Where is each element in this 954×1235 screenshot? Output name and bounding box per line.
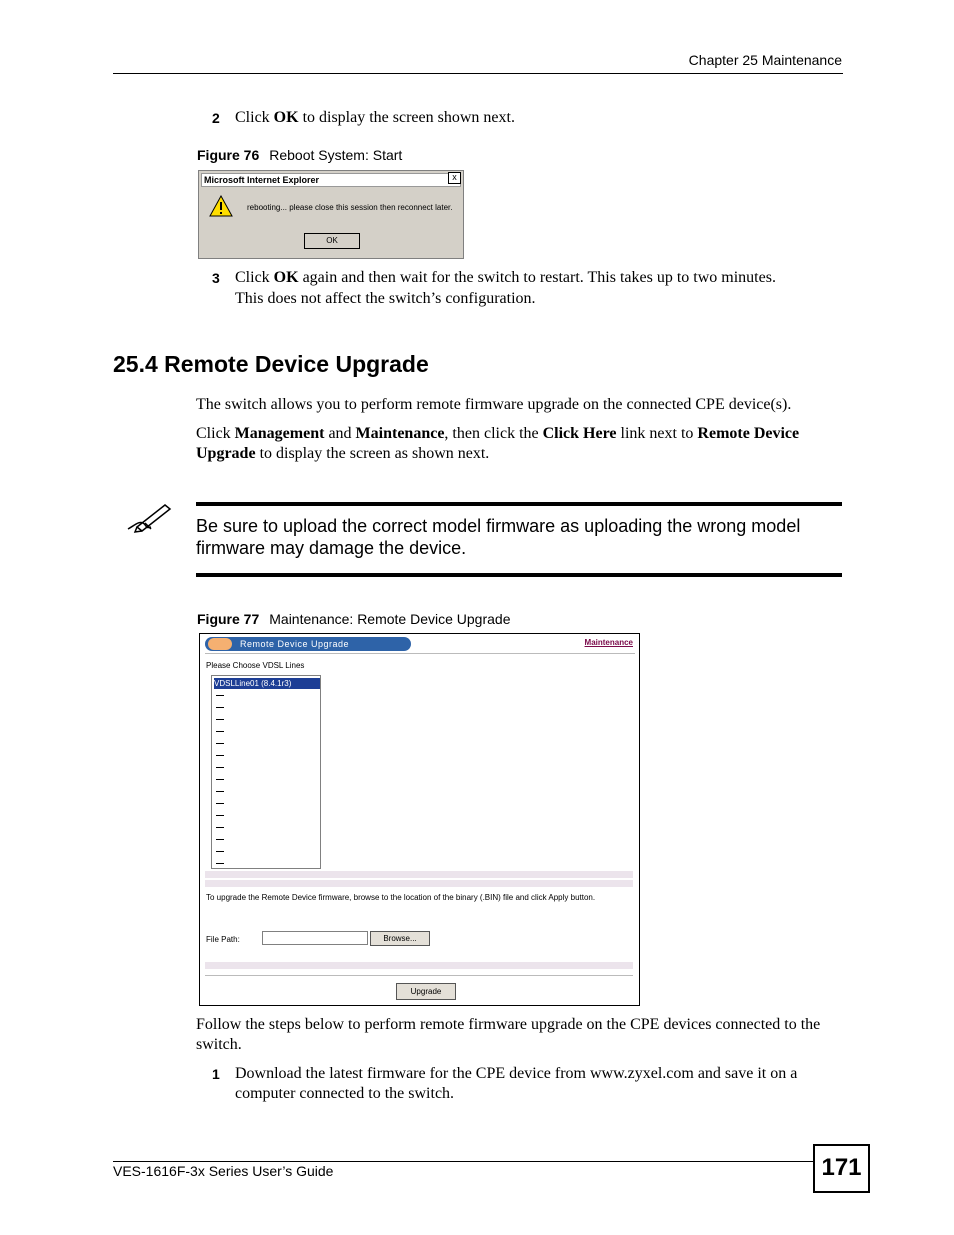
line-option-empty[interactable]: [216, 863, 224, 864]
title-orb-icon: [208, 638, 232, 650]
text-part: and: [324, 425, 356, 442]
step-number: 2: [212, 110, 220, 126]
line-option-empty[interactable]: [216, 803, 224, 804]
step-1: [212, 1064, 842, 1106]
intro-paragraph: The switch allows you to perform remote firmware upgrade on the connected CPE device(s).: [196, 396, 792, 413]
dialog-message: rebooting... please close this session then reconnect later.: [247, 203, 453, 212]
instruction-paragraph: [196, 424, 846, 464]
file-path-label: File Path:: [206, 935, 240, 944]
step-text: [235, 268, 776, 288]
separator-band: [205, 871, 633, 878]
line-option-empty[interactable]: [216, 767, 224, 768]
text-part: to display the screen as shown next.: [255, 445, 490, 462]
step-text: Download the latest firmware for the CPE device from www.zyxel.com and save it on a computer connected to the switch.: [235, 1065, 798, 1102]
vdsl-lines-listbox[interactable]: [211, 675, 321, 869]
section-heading: 25.4 Remote Device Upgrade: [113, 351, 429, 377]
line-option-empty[interactable]: [216, 743, 224, 744]
text-part: , then click the: [444, 425, 543, 442]
step-bold: OK: [273, 109, 299, 126]
text-part: Click: [196, 425, 235, 442]
step-3: [212, 268, 852, 310]
line-option-selected[interactable]: VDSLLine01 (8.4.1r3): [214, 678, 320, 689]
line-option-empty[interactable]: [216, 731, 224, 732]
line-option-empty[interactable]: [216, 707, 224, 708]
page-number: 171: [813, 1144, 870, 1193]
ie-dialog: [198, 170, 464, 259]
figure-label: Figure 76: [197, 147, 260, 163]
browse-button[interactable]: Browse...: [370, 931, 430, 946]
line-option-empty[interactable]: [216, 695, 224, 696]
figure-76-caption: [197, 147, 402, 163]
warning-icon: [209, 195, 233, 217]
line-option-empty[interactable]: [216, 755, 224, 756]
upgrade-button[interactable]: Upgrade: [396, 983, 456, 1000]
step-number: 3: [212, 270, 220, 286]
title-divider: [205, 653, 635, 654]
note-text: Be sure to upload the correct model firmware as uploading the wrong model firmware may damage the device.: [196, 516, 801, 558]
step-bold: OK: [273, 269, 299, 286]
line-option-empty[interactable]: [216, 791, 224, 792]
footer-divider: [205, 975, 633, 976]
close-icon[interactable]: x: [448, 172, 461, 184]
file-path-input[interactable]: [262, 931, 368, 945]
note-top-rule: [196, 502, 842, 506]
chapter-header: Chapter 25 Maintenance: [688, 52, 842, 68]
upgrade-instructions: To upgrade the Remote Device firmware, browse to the location of the binary (.BIN) file and click Apply button.: [206, 893, 596, 902]
note-bottom-rule: [196, 573, 842, 577]
line-option-empty[interactable]: [216, 779, 224, 780]
figure-label: Figure 77: [197, 611, 260, 627]
note-pen-icon: [125, 501, 173, 533]
line-option-empty[interactable]: [216, 851, 224, 852]
maintenance-link[interactable]: Maintenance: [584, 638, 633, 647]
step-text-line2: This does not affect the switch’s configuration.: [235, 290, 536, 307]
link-name: Click Here: [542, 425, 617, 442]
footer-rule: [113, 1161, 813, 1162]
step-text: [235, 108, 515, 128]
line-option-empty[interactable]: [216, 815, 224, 816]
step-text-part: Click: [235, 269, 274, 286]
screen-title: Remote Device Upgrade: [240, 639, 350, 649]
step-text-part: to display the screen shown next.: [298, 109, 515, 126]
step-text-part: Click: [235, 109, 274, 126]
text-part: link next to: [616, 425, 698, 442]
line-option-empty[interactable]: [216, 827, 224, 828]
figure-caption-text: Reboot System: Start: [269, 147, 403, 163]
line-option-empty[interactable]: [216, 839, 224, 840]
line-option-empty[interactable]: [216, 719, 224, 720]
step-text-part: again and then wait for the switch to restart. This takes up to two minutes.: [298, 269, 776, 286]
screen-name: Upgrade: [196, 445, 256, 462]
guide-title: VES-1616F-3x Series User’s Guide: [113, 1163, 334, 1179]
header-rule: [113, 73, 843, 74]
step-number: 1: [212, 1066, 220, 1082]
menu-name: Maintenance: [355, 425, 445, 442]
menu-name: Management: [234, 425, 325, 442]
screen-name: Remote Device: [697, 425, 800, 442]
figure-77-caption: [197, 611, 511, 627]
dialog-title: Microsoft Internet Explorer: [201, 173, 461, 187]
figure-caption-text: Maintenance: Remote Device Upgrade: [269, 611, 511, 627]
choose-lines-label: Please Choose VDSL Lines: [206, 661, 305, 670]
separator-band: [205, 880, 633, 887]
separator-band: [205, 962, 633, 969]
ok-button[interactable]: OK: [304, 233, 360, 249]
step-2: [212, 108, 852, 128]
remote-upgrade-screen: [199, 633, 640, 1006]
follow-paragraph: Follow the steps below to perform remote firmware upgrade on the CPE devices connected to the switch.: [196, 1016, 821, 1053]
